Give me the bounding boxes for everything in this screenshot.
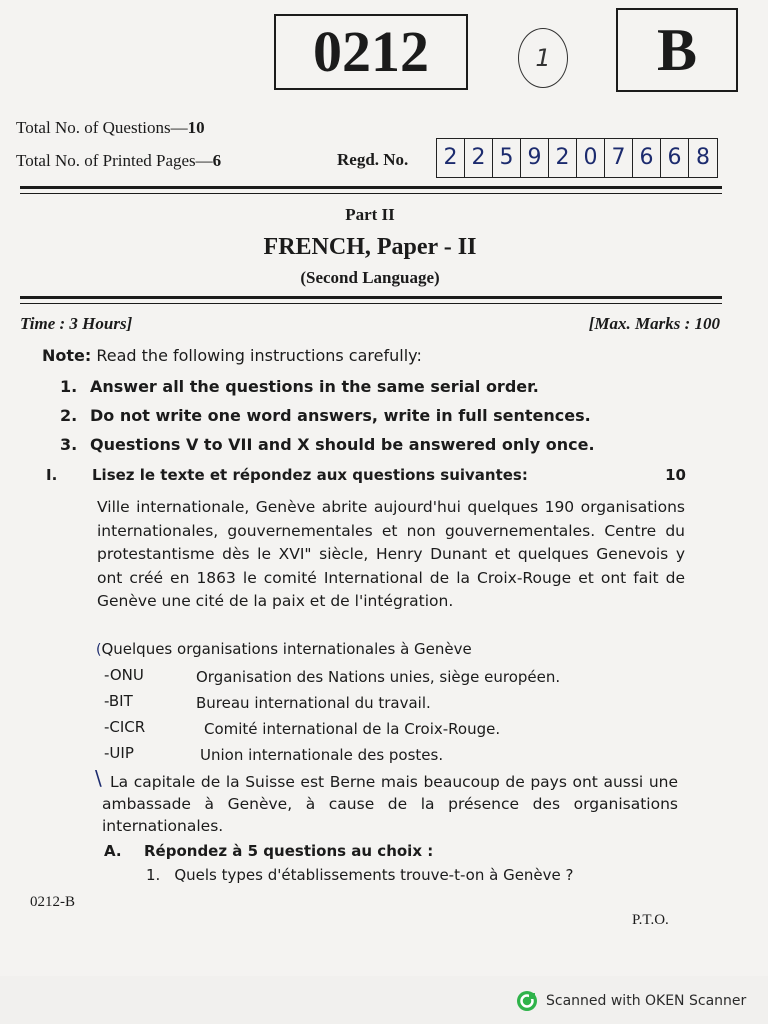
sub-question-text: Quels types d'établissements trouve-t-on à Genève ?	[174, 866, 574, 884]
top-rule-thick	[20, 186, 722, 189]
instruction-number: 2.	[60, 406, 78, 425]
oken-scanner-logo-icon	[516, 990, 538, 1012]
note-label: Note:	[42, 346, 92, 365]
total-questions-value: 10	[187, 118, 205, 137]
circled-handwritten-mark: 1	[518, 28, 568, 88]
org-name: Union internationale des postes.	[200, 746, 444, 764]
scanner-watermark	[516, 990, 746, 1012]
regd-digit: 6	[633, 139, 661, 177]
org-abbr: -UIP	[104, 744, 134, 762]
org-abbr: -ONU	[104, 666, 144, 684]
time-limit: Time : 3 Hours]	[20, 314, 133, 333]
set-letter-box: B	[616, 8, 738, 92]
mid-rule-thick	[20, 296, 722, 299]
instruction-item	[60, 406, 591, 425]
total-pages	[16, 151, 221, 171]
total-questions-label: Total No. of Questions—	[16, 118, 188, 137]
question-marks: 10	[665, 466, 686, 484]
regd-number-boxes	[436, 138, 718, 178]
org-list-intro-text: Quelques organisations internationales à Genève	[101, 640, 472, 658]
question-text: Lisez le texte et répondez aux questions suivantes:	[92, 466, 528, 484]
regd-digit: 0	[577, 139, 605, 177]
note	[42, 346, 422, 365]
instruction-text: Answer all the questions in the same serial order.	[90, 377, 539, 396]
regd-digit: 8	[696, 145, 710, 170]
subject-subtitle: (Second Language)	[300, 268, 440, 287]
org-name: Comité international de la Croix-Rouge.	[204, 720, 501, 738]
note-text: Read the following instructions carefully:	[91, 346, 422, 365]
question-number: I.	[46, 466, 58, 484]
regd-label: Regd. No.	[337, 150, 409, 169]
paper-code-box: 0212	[274, 14, 468, 90]
org-name: Bureau international du travail.	[196, 694, 431, 712]
top-rule-thin	[20, 193, 722, 194]
org-abbr: -BIT	[104, 692, 133, 710]
regd-digit: 2	[465, 139, 493, 177]
mid-rule-thin	[20, 303, 722, 304]
regd-digit: 9	[521, 139, 549, 177]
instruction-item	[60, 377, 539, 396]
handwritten-bracket-mark: (	[96, 642, 102, 658]
instruction-number: 3.	[60, 435, 78, 454]
sub-question-number: 1.	[146, 866, 161, 884]
subject-title: FRENCH, Paper - II	[263, 234, 477, 260]
section-a-label: A.	[104, 842, 122, 860]
part-label: Part II	[345, 205, 395, 224]
regd-digit: 6	[661, 139, 689, 177]
total-questions	[16, 118, 205, 138]
max-marks: [Max. Marks : 100	[588, 314, 720, 333]
instruction-text: Do not write one word answers, write in full sentences.	[90, 406, 591, 425]
instruction-item	[60, 435, 595, 454]
org-list-intro	[96, 640, 472, 658]
reading-passage-2: La capitale de la Suisse est Berne mais beaucoup de pays ont aussi une ambassade à Genève, à cause de la présence des organisations internationales.	[102, 773, 678, 835]
regd-digit: 7	[605, 139, 633, 177]
regd-digit: 2	[549, 139, 577, 177]
pto-label: P.T.O.	[632, 912, 669, 928]
instruction-text: Questions V to VII and X should be answered only once.	[90, 435, 595, 454]
total-pages-label: Total No. of Printed Pages—	[16, 151, 213, 170]
scanner-text: Scanned with OKEN Scanner	[546, 993, 747, 1009]
org-name: Organisation des Nations unies, siège européen.	[196, 668, 561, 686]
instruction-number: 1.	[60, 377, 78, 396]
section-a-text: Répondez à 5 questions au choix :	[144, 842, 434, 860]
total-pages-value: 6	[212, 151, 222, 170]
sub-question-1	[146, 866, 574, 884]
reading-passage: Ville internationale, Genève abrite aujourd'hui quelques 190 organisations internationales, gouvernementales et non gouvernementales. Centre du protestantisme dès le XVI" siècle, Henry Dunant et quelques Genevois y ont créé en 1863 le comité International de la Croix-Rouge et ont fait de Genève une cité de la paix et de l'intégration.	[97, 498, 685, 610]
footer-paper-code: 0212-B	[30, 894, 75, 910]
handwritten-bracket-mark: \	[95, 766, 102, 790]
regd-digit: 2	[437, 139, 465, 177]
regd-digit: 5	[493, 139, 521, 177]
org-abbr: -CICR	[104, 718, 146, 736]
